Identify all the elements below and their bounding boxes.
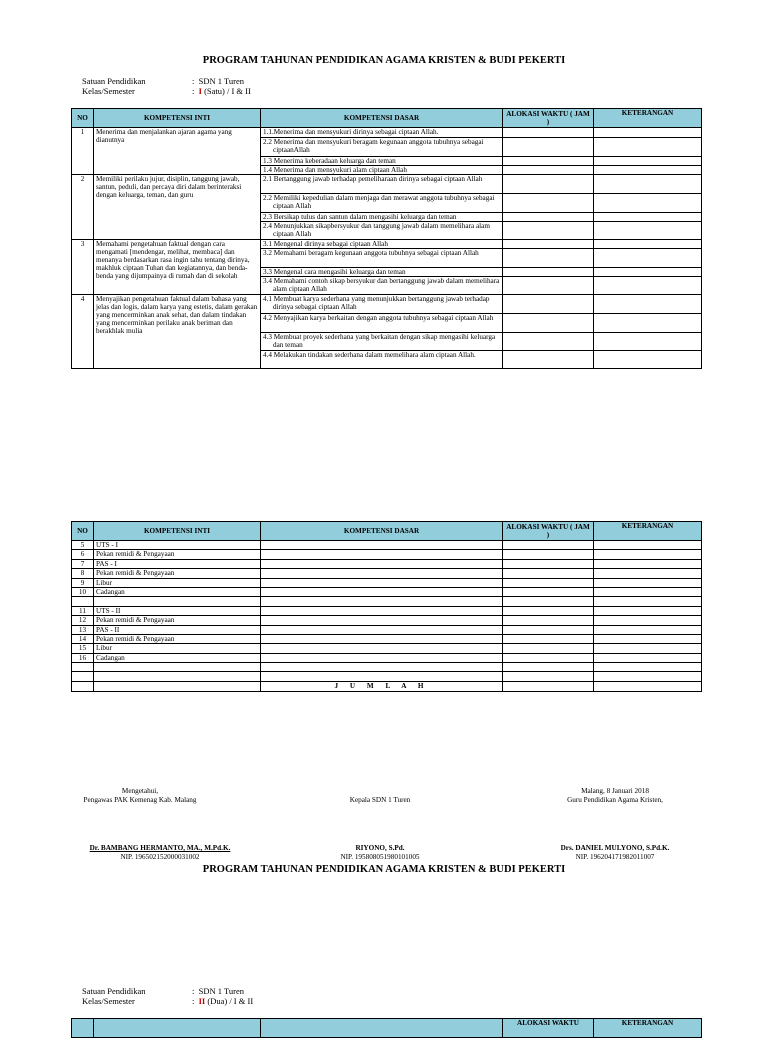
kelas-value-wrap: : I (Satu) / I & II <box>192 86 251 96</box>
alokasi-cell <box>503 625 594 634</box>
keterangan-cell <box>594 277 702 295</box>
alokasi-cell <box>503 663 594 672</box>
keterangan-cell <box>594 194 702 213</box>
kompetensi-dasar-cell: 4.2 Menyajikan karya berkaitan dengan anggota tubuhnya sebagai ciptaan Allah <box>261 314 503 333</box>
row-number: 7 <box>72 559 94 568</box>
keterangan-cell <box>594 663 702 672</box>
table-row <box>72 616 702 625</box>
keterangan-cell <box>594 314 702 333</box>
keterangan-cell <box>594 616 702 625</box>
kompetensi-dasar-cell <box>261 597 503 606</box>
header-ki: KOMPETENSI INTI <box>94 522 261 541</box>
keterangan-cell <box>594 559 702 568</box>
sig-left-line1: Mengetahui, <box>121 787 159 795</box>
kompetensi-dasar-cell <box>261 550 503 559</box>
kompetensi-dasar-cell: 2.2 Memiliki kepedulian dalam menjaga dan merawat anggota tubuhnya sebagai ciptaan Allah <box>261 194 503 213</box>
alokasi-cell <box>503 606 594 615</box>
kompetensi-dasar-cell <box>261 569 503 578</box>
sig-right-name: Drs. DANIEL MULYONO, S.Pd.K. <box>560 844 670 852</box>
alokasi-cell <box>503 597 594 606</box>
signature-mid-name <box>300 844 460 862</box>
alokasi-cell <box>503 175 594 194</box>
sig-left-line2: Pengawas PAK Kemenag Kab. Malang <box>83 796 197 804</box>
keterangan-cell <box>594 138 702 157</box>
row-number: 4 <box>72 295 94 369</box>
keterangan-cell <box>594 541 702 550</box>
kompetensi-inti-cell: Menyajikan pengetahuan faktual dalam bahasa yang jelas dan logis, dalam karya yang estetis, dalam gerakan yang mencerminkan anak sehat, dan dalam tindakan yang mencerminkan perilaku anak beriman dan berakhlak mulia <box>94 295 261 369</box>
kompetensi-dasar-cell: 2.1 Bertanggung jawab terhadap pemeliharaan dirinya sebagai ciptaan Allah <box>261 175 503 194</box>
alokasi-cell <box>503 578 594 587</box>
schedule-item-cell: PAS - I <box>94 559 261 568</box>
jumlah-keterangan <box>594 681 702 691</box>
row-number: 14 <box>72 634 94 643</box>
row-number: 1 <box>72 128 94 175</box>
keterangan-cell <box>594 550 702 559</box>
row-number: 12 <box>72 616 94 625</box>
header-no <box>72 1019 94 1038</box>
table-row <box>72 597 702 606</box>
row-number: 15 <box>72 644 94 653</box>
alokasi-cell <box>503 213 594 222</box>
table-row <box>72 606 702 615</box>
row-number: 8 <box>72 569 94 578</box>
kompetensi-dasar-cell <box>261 559 503 568</box>
kompetensi-dasar-cell <box>261 634 503 643</box>
kompetensi-dasar-cell <box>261 653 503 662</box>
alokasi-cell <box>503 634 594 643</box>
schedule-item-cell: Cadangan <box>94 587 261 596</box>
satuan-label: Satuan Pendidikan <box>82 986 146 996</box>
alokasi-cell <box>503 194 594 213</box>
keterangan-cell <box>594 166 702 175</box>
kelas-roman: I <box>198 86 202 96</box>
sig-left-name: Dr. BAMBANG HERMANTO, MA., M.Pd.K. <box>89 844 231 852</box>
row-number <box>72 597 94 606</box>
keterangan-cell <box>594 672 702 681</box>
row-number: 11 <box>72 606 94 615</box>
keterangan-cell <box>594 333 702 351</box>
kompetensi-dasar-cell: 1.4 Menerima dan mensyukuri alam ciptaan Allah <box>261 166 503 175</box>
schedule-item-cell <box>94 672 261 681</box>
kompetensi-inti-cell: Menerima dan menjalankan ajaran agama yang dianutnya <box>94 128 261 175</box>
header-alokasi: ALOKASI WAKTU ( JAM ) <box>503 522 594 541</box>
kompetensi-table <box>71 108 702 369</box>
alokasi-cell <box>503 672 594 681</box>
schedule-item-cell: Pekan remidi & Pengayaan <box>94 550 261 559</box>
keterangan-cell <box>594 249 702 268</box>
kompetensi-dasar-cell: 4.4 Melakukan tindakan sederhana dalam memelihara alam ciptaan Allah. <box>261 351 503 369</box>
keterangan-cell <box>594 295 702 314</box>
kelas-rest: (Satu) / I & II <box>204 86 251 96</box>
table-row <box>72 128 702 138</box>
keterangan-cell <box>594 625 702 634</box>
table-row <box>72 578 702 587</box>
keterangan-cell <box>594 157 702 166</box>
table-row <box>72 587 702 596</box>
row-number <box>72 672 94 681</box>
kompetensi-dasar-cell: 2.4 Menunjukkan sikapbersyukur dan tanggung jawab dalam memelihara alam ciptaan Allah <box>261 222 503 240</box>
alokasi-cell <box>503 249 594 268</box>
alokasi-cell <box>503 166 594 175</box>
sig-mid-line2: Kepala SDN 1 Turen <box>349 796 411 804</box>
row-number: 10 <box>72 587 94 596</box>
table-row <box>72 550 702 559</box>
kompetensi-dasar-cell: 1.3 Menerima keberadaan keluarga dan teman <box>261 157 503 166</box>
keterangan-cell <box>594 351 702 369</box>
sig-right-line1: Malang, 8 Januari 2018 <box>581 787 649 795</box>
alokasi-cell <box>503 644 594 653</box>
schedule-item-cell: Libur <box>94 644 261 653</box>
table-row <box>72 175 702 194</box>
alokasi-cell <box>503 157 594 166</box>
table-row <box>72 634 702 643</box>
keterangan-cell <box>594 597 702 606</box>
keterangan-cell <box>594 175 702 194</box>
kompetensi-dasar-cell: 4.3 Membuat proyek sederhana yang berkaitan dengan sikap mengasihi keluarga dan teman <box>261 333 503 351</box>
sig-right-nip: NIP. 196204171982011007 <box>575 853 655 861</box>
row-number: 6 <box>72 550 94 559</box>
row-number: 13 <box>72 625 94 634</box>
header-alokasi: ALOKASI WAKTU ( JAM ) <box>503 109 594 128</box>
alokasi-cell <box>503 333 594 351</box>
keterangan-cell <box>594 240 702 249</box>
alokasi-cell <box>503 314 594 333</box>
kompetensi-dasar-cell <box>261 663 503 672</box>
table-row <box>72 240 702 249</box>
alokasi-cell <box>503 268 594 277</box>
kelas-label: Kelas/Semester <box>82 996 135 1006</box>
kompetensi-table-2-header <box>71 1018 702 1038</box>
jumlah-alokasi <box>503 681 594 691</box>
table-row <box>72 295 702 314</box>
sig-mid-nip: NIP. 195808051980101005 <box>340 853 420 861</box>
satuan-value: SDN 1 Turen <box>198 76 244 86</box>
keterangan-cell <box>594 606 702 615</box>
schedule-item-cell: Libur <box>94 578 261 587</box>
row-number: 9 <box>72 578 94 587</box>
header-ki: KOMPETENSI INTI <box>94 109 261 128</box>
jumlah-label: J U M L A H <box>261 681 503 691</box>
table-row <box>72 625 702 634</box>
sig-right-line2: Guru Pendidikan Agama Kristen, <box>567 796 663 804</box>
kompetensi-dasar-cell <box>261 644 503 653</box>
keterangan-cell <box>594 268 702 277</box>
signature-right <box>520 787 710 805</box>
alokasi-cell <box>503 277 594 295</box>
header-no: NO <box>72 522 94 541</box>
header-ki <box>94 1019 261 1038</box>
kompetensi-dasar-cell <box>261 625 503 634</box>
alokasi-cell <box>503 541 594 550</box>
kelas-rest: (Dua) / I & II <box>207 996 254 1006</box>
keterangan-cell <box>594 634 702 643</box>
signature-right-name <box>515 844 715 862</box>
alokasi-cell <box>503 559 594 568</box>
row-number: 2 <box>72 175 94 240</box>
header-kd: KOMPETENSI DASAR <box>261 109 503 128</box>
kompetensi-dasar-cell <box>261 606 503 615</box>
kompetensi-dasar-cell: 4.1 Membuat karya sederhana yang menunjukkan bertanggung jawab terhadap dirinya sebagai ciptaan Allah <box>261 295 503 314</box>
jumlah-blank <box>94 681 261 691</box>
kompetensi-dasar-cell <box>261 587 503 596</box>
kompetensi-dasar-cell <box>261 672 503 681</box>
kompetensi-dasar-cell: 3.3 Mengenal cara mengasihi keluarga dan teman <box>261 268 503 277</box>
kelas-value-wrap: : II (Dua) / I & II <box>192 996 254 1006</box>
table-row <box>72 541 702 550</box>
page-title-2: PROGRAM TAHUNAN PENDIDIKAN AGAMA KRISTEN & BUDI PEKERTI <box>202 864 566 875</box>
keterangan-cell <box>594 569 702 578</box>
alokasi-cell <box>503 351 594 369</box>
jumlah-blank <box>72 681 94 691</box>
alokasi-cell <box>503 653 594 662</box>
signature-left-name <box>60 844 260 862</box>
table-row <box>72 569 702 578</box>
alokasi-cell <box>503 240 594 249</box>
alokasi-cell <box>503 138 594 157</box>
kompetensi-dasar-cell: 3.1 Mengenal dirinya sebagai ciptaan Allah <box>261 240 503 249</box>
alokasi-cell <box>503 295 594 314</box>
header-keterangan: KETERANGAN <box>594 109 702 128</box>
kompetensi-inti-cell: Memiliki perilaku jujur, disiplin, tanggung jawab, santun, peduli, dan percaya diri dalam berinteraksi dengan keluarga, teman, dan guru <box>94 175 261 240</box>
schedule-item-cell: UTS - I <box>94 541 261 550</box>
header-alokasi: ALOKASI WAKTU <box>503 1019 594 1038</box>
alokasi-cell <box>503 128 594 138</box>
signature-mid <box>310 796 450 805</box>
kompetensi-dasar-cell <box>261 578 503 587</box>
header-keterangan: KETERANGAN <box>594 522 702 541</box>
kompetensi-dasar-cell: 3.2 Memahami beragam kegunaan anggota tubuhnya sebagai ciptaan Allah <box>261 249 503 268</box>
alokasi-cell <box>503 569 594 578</box>
row-number <box>72 663 94 672</box>
table-row <box>72 559 702 568</box>
kompetensi-dasar-cell: 3.4 Memahami contoh sikap bersyukur dan bertanggung jawab dalam memelihara alam ciptaan Allah <box>261 277 503 295</box>
kelas-label: Kelas/Semester <box>82 86 135 96</box>
satuan-value-wrap: : SDN 1 Turen <box>192 76 244 86</box>
alokasi-cell <box>503 222 594 240</box>
header-kd <box>261 1019 503 1038</box>
row-number: 16 <box>72 653 94 662</box>
schedule-item-cell: Pekan remidi & Pengayaan <box>94 634 261 643</box>
kompetensi-dasar-cell: 2.2 Menerima dan mensyukuri beragam kegunaan anggota tubuhnya sebagai ciptaanAllah <box>261 138 503 157</box>
kompetensi-dasar-cell: 2.3 Bersikap tulus dan santun dalam mengasihi keluarga dan teman <box>261 213 503 222</box>
keterangan-cell <box>594 587 702 596</box>
schedule-item-cell <box>94 663 261 672</box>
schedule-item-cell: Pekan remidi & Pengayaan <box>94 569 261 578</box>
page-title: PROGRAM TAHUNAN PENDIDIKAN AGAMA KRISTEN & BUDI PEKERTI <box>202 55 566 66</box>
keterangan-cell <box>594 653 702 662</box>
schedule-item-cell: Pekan remidi & Pengayaan <box>94 616 261 625</box>
keterangan-cell <box>594 222 702 240</box>
keterangan-cell <box>594 578 702 587</box>
keterangan-cell <box>594 644 702 653</box>
sig-left-nip: NIP. 196502152000031002 <box>120 853 200 861</box>
table-row <box>72 653 702 662</box>
satuan-label: Satuan Pendidikan <box>82 76 146 86</box>
alokasi-cell <box>503 587 594 596</box>
schedule-item-cell: Cadangan <box>94 653 261 662</box>
sig-mid-name: RIYONO, S.Pd. <box>355 844 405 852</box>
table-row <box>72 644 702 653</box>
schedule-item-cell <box>94 597 261 606</box>
meta-block-2 <box>82 986 382 1008</box>
alokasi-cell <box>503 616 594 625</box>
meta-block <box>82 76 382 98</box>
keterangan-cell <box>594 128 702 138</box>
table-row <box>72 672 702 681</box>
kompetensi-dasar-cell <box>261 541 503 550</box>
alokasi-cell <box>503 550 594 559</box>
schedule-item-cell: UTS - II <box>94 606 261 615</box>
row-number: 5 <box>72 541 94 550</box>
row-number: 3 <box>72 240 94 295</box>
table-row <box>72 663 702 672</box>
kompetensi-inti-cell: Memahami pengetahuan faktual dengan cara mengamati [mendengar, melihat, membaca] dan menanya berdasarkan rasa ingin tahu tentang dirinya, makhluk ciptaan Tuhan dan kegiatannya, dan benda-benda yang dijumpainya di rumah dan di sekolah <box>94 240 261 295</box>
header-no: NO <box>72 109 94 128</box>
kompetensi-dasar-cell <box>261 616 503 625</box>
schedule-item-cell: PAS - II <box>94 625 261 634</box>
kelas-roman: II <box>198 996 206 1006</box>
signature-left <box>60 787 220 805</box>
keterangan-cell <box>594 213 702 222</box>
satuan-value: SDN 1 Turen <box>198 986 244 996</box>
kompetensi-dasar-cell: 1.1.Menerima dan mensyukuri dirinya sebagai ciptaan Allah. <box>261 128 503 138</box>
schedule-table <box>71 521 702 692</box>
header-kd: KOMPETENSI DASAR <box>261 522 503 541</box>
satuan-value-wrap: : SDN 1 Turen <box>192 986 244 996</box>
header-keterangan: KETERANGAN <box>594 1019 702 1038</box>
